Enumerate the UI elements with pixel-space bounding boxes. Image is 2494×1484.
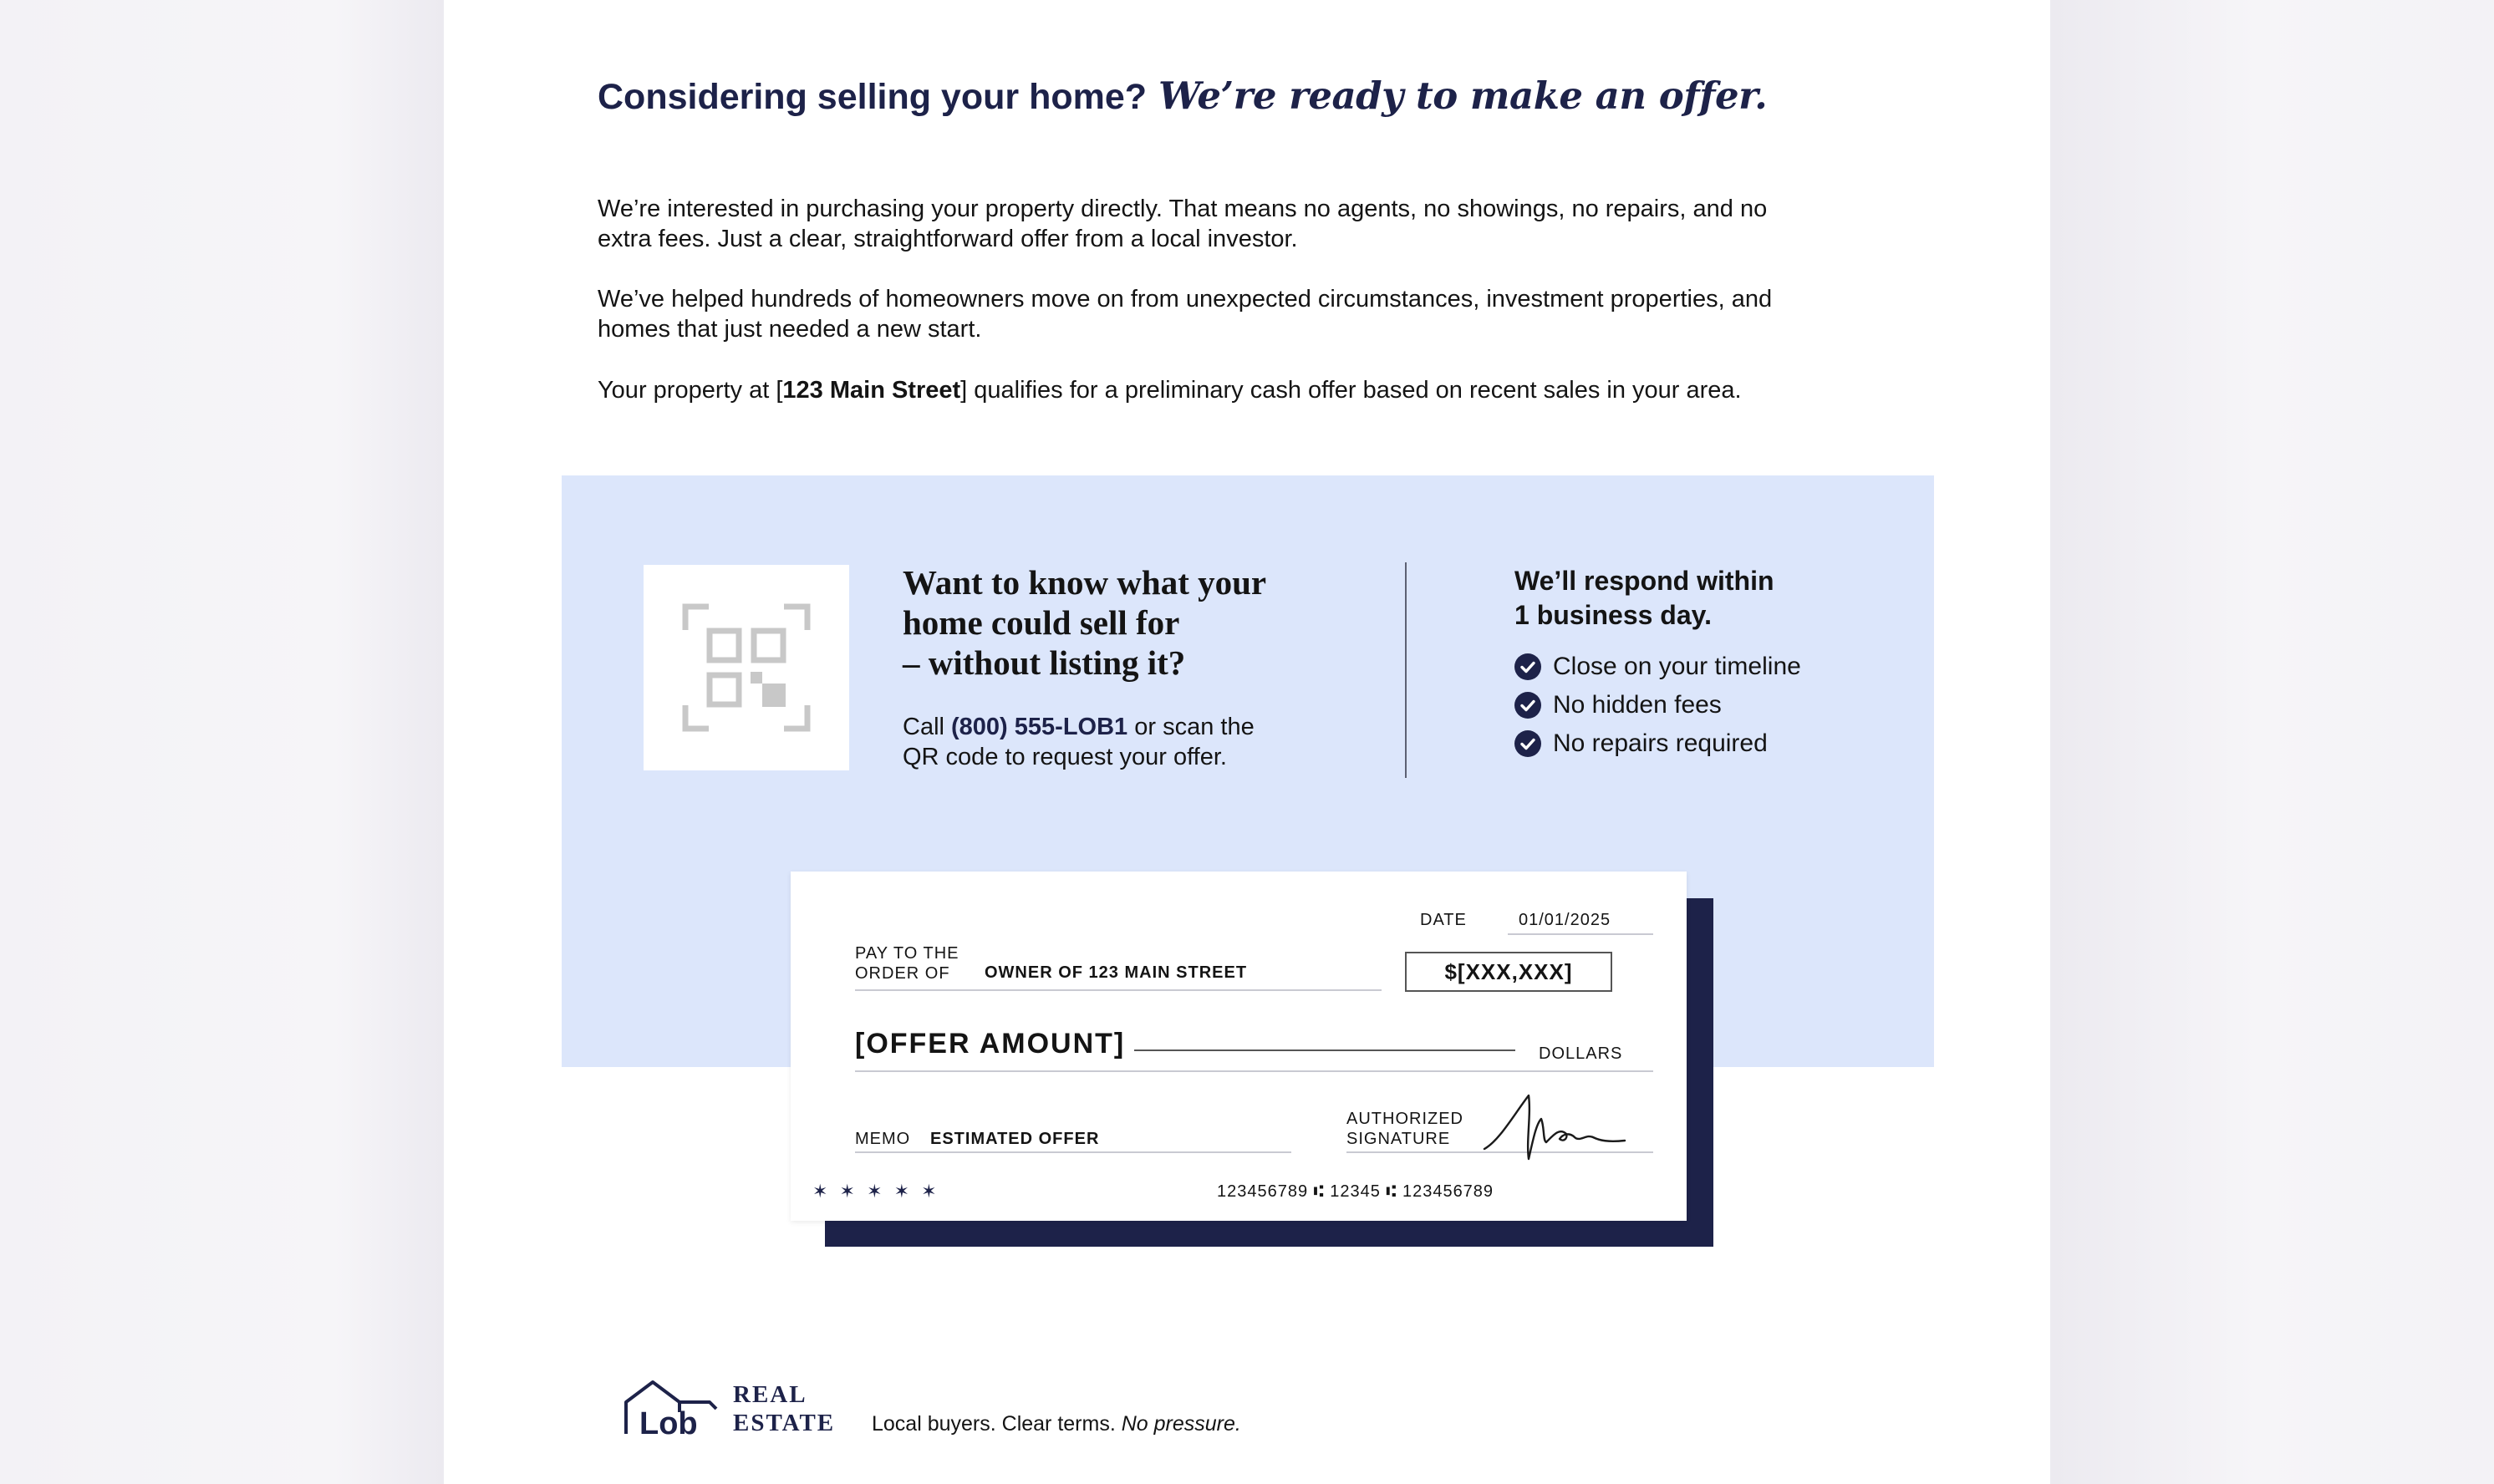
routing-number: 123456789 ⑆ 12345 ⑆ 123456789 — [1217, 1182, 1494, 1201]
response-heading-line-2: 1 business day. — [1514, 600, 1712, 630]
benefit-item — [1514, 652, 1801, 682]
cta-heading-line-2: home could sell for — [903, 603, 1180, 642]
call-line-2: QR code to request your offer. — [903, 744, 1227, 770]
body-paragraph-1: We’re interested in purchasing your property directly. That means no agents, no showings, no repairs, and no extra fees. Just a clear, straightforward offer from a local investor. — [598, 196, 1768, 252]
benefit-item — [1514, 690, 1722, 720]
signature-label-line-1: AUTHORIZED — [1346, 1110, 1463, 1128]
property-address: 123 Main Street — [782, 377, 961, 404]
benefit-label: Close on your timeline — [1553, 653, 1801, 680]
brand-wordmark — [733, 1380, 835, 1437]
amount-row-underline — [855, 1070, 1653, 1072]
benefit-label: No repairs required — [1553, 729, 1768, 757]
signature-label — [1346, 1109, 1463, 1149]
qr-code-placeholder[interactable] — [644, 565, 849, 770]
date-underline — [1508, 933, 1653, 935]
call-prefix: Call — [903, 714, 952, 740]
benefit-item — [1514, 729, 1768, 759]
cta-call-text — [903, 712, 1337, 772]
payee-name: OWNER OF 123 MAIN STREET — [985, 963, 1248, 982]
check-circle-icon — [1514, 730, 1541, 757]
brand-line-2: ESTATE — [733, 1410, 836, 1436]
p3-text-after: ] qualifies for a preliminary cash offer based on recent sales in your area. — [960, 377, 1742, 404]
dollars-label: DOLLARS — [1539, 1044, 1623, 1063]
signature-scribble — [1483, 1090, 1641, 1166]
panel-divider — [1405, 562, 1407, 778]
lob-logo-icon — [623, 1379, 721, 1437]
memo-label: MEMO — [855, 1130, 911, 1148]
check-circle-icon — [1514, 653, 1541, 680]
sample-check — [791, 872, 1687, 1221]
signature-label-line-2: SIGNATURE — [1346, 1130, 1451, 1148]
amount-words-line — [1134, 1049, 1515, 1051]
brand-line-1: REAL — [733, 1381, 807, 1408]
cta-heading — [903, 562, 1337, 683]
logo-text: Lob — [639, 1406, 698, 1437]
check-circle-icon — [1514, 692, 1541, 719]
check-stars: ✶ ✶ ✶ ✶ ✶ — [812, 1181, 940, 1202]
amount-value: $[XXX,XXX] — [1444, 958, 1573, 984]
response-heading-line-1: We’ll respond within — [1514, 566, 1774, 596]
headline-accent: We’re ready to make an offer. — [1158, 74, 1768, 118]
check-date-value: 01/01/2025 — [1519, 911, 1611, 929]
call-mid: or scan the — [1127, 714, 1255, 740]
tagline-plain: Local buyers. Clear terms. — [872, 1412, 1122, 1436]
cta-heading-line-3: – without listing it? — [903, 643, 1186, 682]
response-heading — [1514, 564, 1865, 633]
p3-text-before: Your property at [ — [598, 377, 783, 404]
body-paragraph-3 — [598, 375, 1784, 405]
memo-underline — [855, 1151, 1291, 1153]
memo-value: ESTIMATED OFFER — [930, 1130, 1100, 1148]
headline — [598, 74, 1767, 118]
headline-main: Considering selling your home? — [598, 77, 1148, 117]
check-date-label: DATE — [1420, 911, 1467, 929]
pay-to-label-line-1: PAY TO THE — [855, 944, 959, 963]
amount-box — [1405, 952, 1612, 992]
cta-heading-line-1: Want to know what your — [903, 563, 1267, 602]
payee-underline — [855, 989, 1382, 991]
benefit-label: No hidden fees — [1553, 691, 1722, 719]
pay-to-label-line-2: ORDER OF — [855, 964, 950, 983]
footer-tagline — [872, 1412, 1241, 1436]
qr-code-icon — [644, 565, 849, 770]
phone-number[interactable]: (800) 555-LOB1 — [951, 714, 1128, 740]
body-paragraph-2: We’ve helped hundreds of homeowners move on from unexpected circumstances, investment properties, and homes that just needed a new start. — [598, 286, 1773, 343]
tagline-italic: No pressure. — [1121, 1412, 1241, 1436]
pay-to-label — [855, 943, 959, 983]
amount-in-words: [OFFER AMOUNT] — [855, 1028, 1126, 1060]
